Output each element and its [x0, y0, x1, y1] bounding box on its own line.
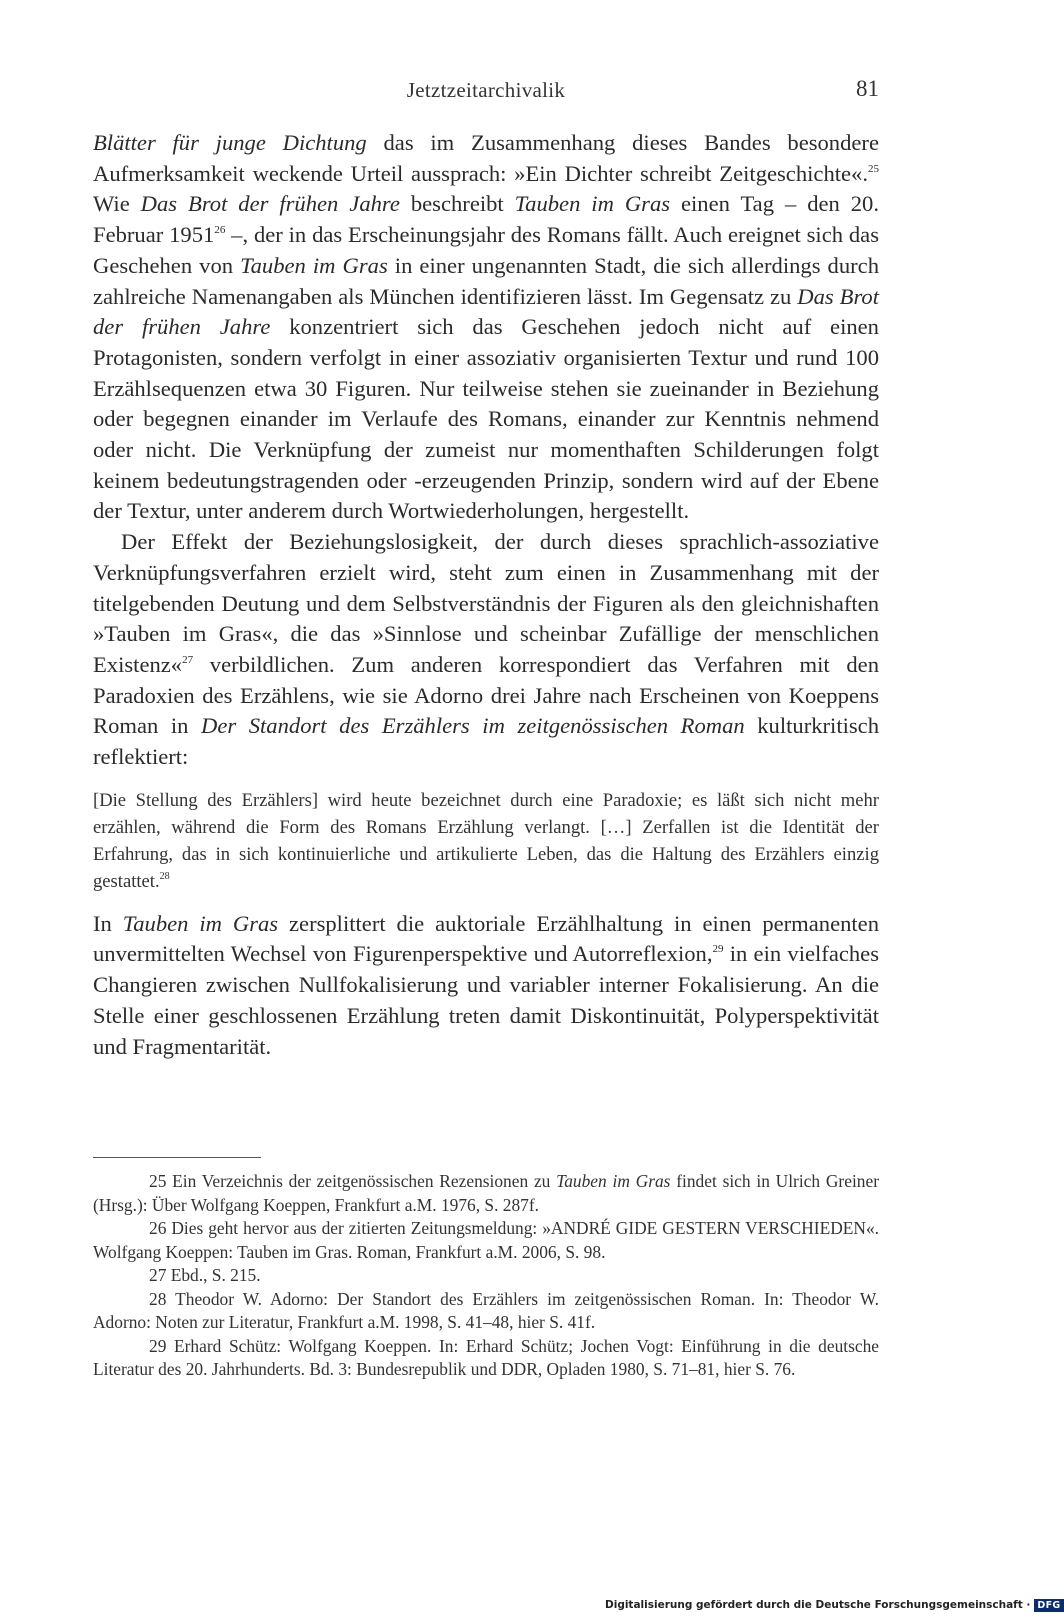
footnote-number: 25 [149, 1171, 167, 1191]
text-run: einen Tag – den 20. Februar 1951 [93, 191, 879, 248]
paragraph-3 [93, 909, 879, 1063]
footnote-ref: 27 [182, 653, 194, 666]
italic-title: Das Brot der frühen Jahre [93, 283, 879, 340]
text-run: Erhard Schütz: Wolfgang Koeppen. In: Erhard Schütz; Jochen Vogt: Einführung in die deutsche Literatur des 20. Jahrhunderts. Bd. 3: Bundesrepublik und DDR, Opladen 1980, S. 71–81, hier S. 76. [93, 1335, 879, 1379]
text-run: findet sich in Ulrich Greiner (Hrsg.): Über Wolfgang Koeppen, Frankfurt a.M. 1976, S. 287f. [93, 1171, 879, 1215]
text-run: in ein vielfaches Changieren zwischen Nullfokalisierung und variabler interner Fokalisierung. An die Stelle einer geschlossenen Erzählung treten damit Diskontinuität, Polyperspektivität und Fragmentarität. [93, 941, 879, 1059]
paragraph-2 [93, 527, 879, 773]
text-run: Dies geht hervor aus der zitierten Zeitungsmeldung: »ANDRÉ GIDE GESTERN VERSCHIEDEN«. Wolfgang Koeppen: Tauben im Gras. Roman, Frankfurt a.M. 2006, S. 98. [93, 1218, 879, 1262]
italic-title: Blätter für junge Dichtung [93, 130, 367, 155]
text-run: kulturkritisch reflektiert: [93, 713, 879, 770]
italic-title: Tauben im Gras [122, 910, 279, 936]
footnote-number: 26 [149, 1218, 167, 1238]
footnote-28 [93, 1288, 879, 1335]
italic-title: Tauben im Gras [556, 1171, 671, 1191]
paragraph-1 [93, 128, 879, 527]
running-header [93, 78, 879, 108]
digitization-banner [605, 1596, 1064, 1614]
footnote-number: 27 [149, 1265, 167, 1285]
footnote-ref: 28 [159, 870, 170, 882]
text-run: –, der in das Erscheinungsjahr des Romans fällt. Auch ereignet sich das Geschehen von [93, 222, 879, 278]
text-run: Ein Verzeichnis der zeitgenössischen Rezensionen zu [166, 1171, 557, 1191]
footnotes [93, 1170, 879, 1382]
italic-title: Tauben im Gras [240, 252, 388, 278]
text-run: [Die Stellung des Erzählers] wird heute bezeichnet durch eine Paradoxie; es läßt sich nicht mehr erzählen, während die Form des Romans Erzählung verlangt. […] Zerfallen ist die Identität der Erfahrung, das in sich kontinuierliche und artikulierte Leben, das die Haltung des Erzählers einzig gestattet. [93, 789, 879, 892]
footnote-ref: 29 [712, 943, 724, 956]
text-run: Theodor W. Adorno: Der Standort des Erzählers im zeitgenössischen Roman. In: Theodor W. Adorno: Noten zur Literatur, Frankfurt a.M. 1998, S. 41–48, hier S. 41f. [93, 1288, 879, 1332]
italic-title: Tauben im Gras [514, 191, 671, 217]
text-run: zersplittert die auktoriale Erzählhaltung in einen permanenten unvermittelten Wechsel von Figurenperspektive und Autorreflexion, [93, 910, 879, 967]
running-title: Jetztzeitarchivalik [406, 78, 566, 102]
footnote-29 [93, 1335, 879, 1382]
text-run: in einer ungenannten Stadt, die sich allerdings durch zahlreiche Namenangaben als München identifizieren lässt. Im Gegensatz zu [93, 252, 879, 309]
footnote-number: 28 [149, 1288, 167, 1309]
footnote-27 [93, 1264, 879, 1288]
main-text [93, 128, 879, 1062]
text-run: Wie [93, 191, 141, 217]
text-run: Ebd., S. 215. [166, 1265, 261, 1285]
text-run: In [93, 910, 123, 936]
text-run: konzentriert sich das Geschehen jedoch nicht auf einen Protagonisten, sondern verfolgt in einer assoziativ organisierten Textur und rund 100 Erzählsequenzen etwa 30 Figuren. Nur teilweise stehen sie zueinander in Beziehung oder begegnen einander im Verlaufe des Romans, einander zur Kenntnis nehmend oder nicht. Die Verknüpfung der zumeist nur momenthaften Schilderungen folgt keinem bedeutungstragenden oder -erzeugenden Prinzip, sondern wird auf der Ebene der Textur, unter anderem durch Wortwiederholungen, hergestellt. [93, 314, 879, 524]
page-number: 81 [856, 76, 879, 101]
text-run: beschreibt [399, 191, 515, 217]
dfg-logo-icon: DFG [1034, 1599, 1063, 1612]
footnote-number: 29 [149, 1335, 167, 1356]
italic-title: Der Standort des Erzählers im zeitgenössischen Roman [201, 713, 745, 739]
footnote-separator [93, 1157, 261, 1158]
text-run: Der Effekt der Beziehungslosigkeit, der durch dieses sprachlich-assoziative Verknüpfungsverfahren erzielt wird, steht zum einen in Zusammenhang mit der titelgebenden Deutung und dem Selbstverständnis der Figuren als den gleichnishaften »Tauben im Gras«, die das »Sinnlose und scheinbar Zufällige der menschlichen Existenz« [93, 529, 879, 677]
banner-text: Digitalisierung gefördert durch die Deutsche Forschungsgemeinschaft · [605, 1599, 1031, 1611]
italic-title: Das Brot der frühen Jahre [140, 191, 400, 217]
text-run: das im Zusammenhang dieses Bandes besondere Aufmerksamkeit weckende Urteil aussprach: »Ein Dichter schreibt Zeitgeschichte«. [93, 130, 879, 186]
footnote-25 [93, 1170, 879, 1217]
footnote-ref: 25 [868, 162, 879, 175]
footnote-26 [93, 1217, 879, 1264]
footnote-ref: 26 [214, 224, 226, 237]
text-run: verbildlichen. Zum anderen korrespondiert das Verfahren mit den Paradoxien des Erzählens, wie sie Adorno drei Jahre nach Erscheinen von Koeppens Roman in [93, 651, 879, 739]
block-quote [93, 787, 879, 895]
